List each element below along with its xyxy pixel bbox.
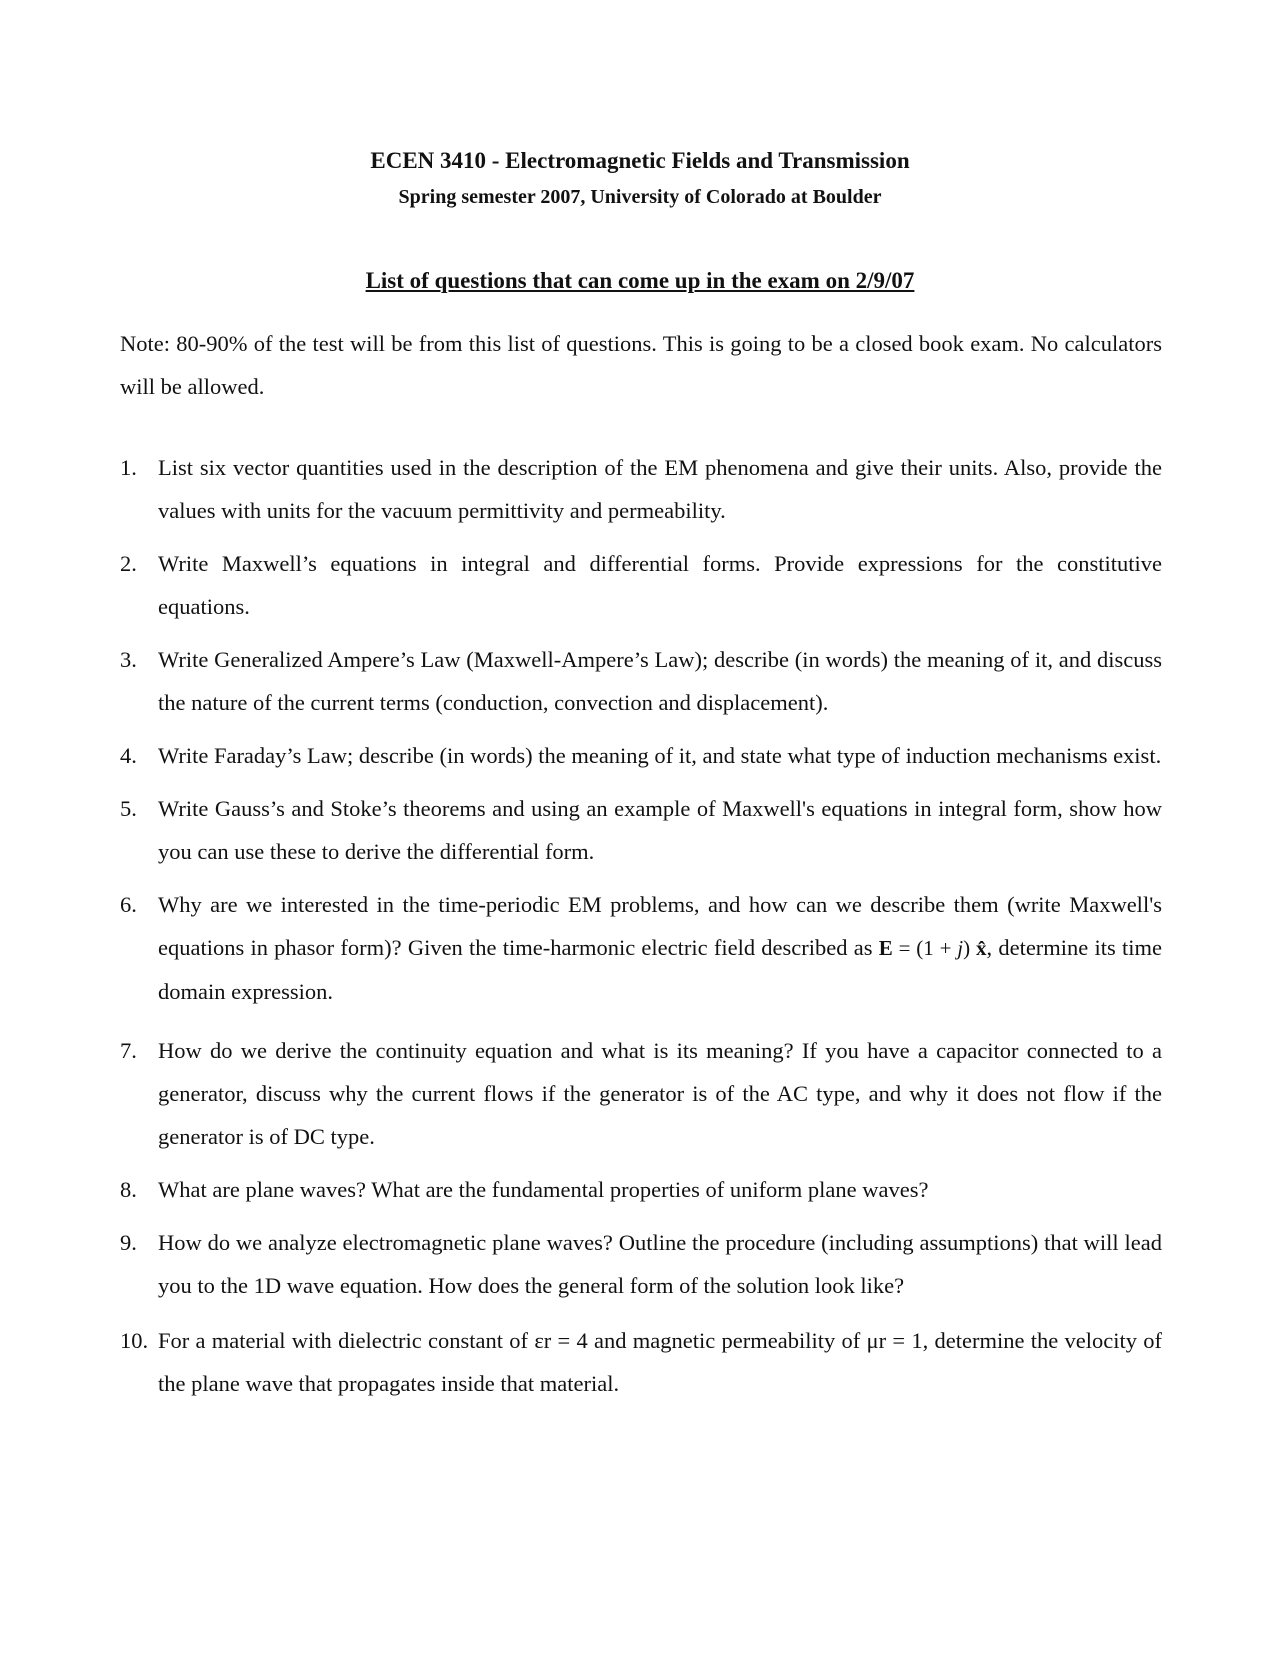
question-text: Why are we interested in the time-periodic EM problems, and how can we describe them (write Maxwell's equations in phasor form)? Given the time-harmonic electric field described as [158, 892, 1162, 960]
equation-close: ) [963, 936, 976, 960]
question-item [120, 1168, 1162, 1211]
question-item [120, 446, 1162, 532]
question-item [120, 734, 1162, 777]
question-number: 4. [120, 743, 137, 768]
question-item [120, 1221, 1162, 1307]
question-text: List six vector quantities used in the description of the EM phenomena and give their units. Also, provide the values with units for the vacuum permittivity and permeability. [158, 455, 1162, 523]
phasor-equation [879, 936, 987, 960]
question-number: 1. [120, 455, 137, 480]
question-text: For a material with dielectric constant of εr = 4 and magnetic permeability of μr = 1, determine the velocity of the plane wave that propagates inside that material. [158, 1328, 1162, 1396]
question-number: 5. [120, 796, 137, 821]
equation-x-unit-vector: x̂ [975, 936, 987, 960]
question-number: 3. [120, 647, 137, 672]
question-item [120, 542, 1162, 628]
question-number: 10. [120, 1328, 149, 1353]
questions-heading: List of questions that can come up in the exam on 2/9/07 [365, 268, 915, 293]
equation-e-symbol: E [878, 936, 893, 960]
question-text: What are plane waves? What are the fundamental properties of uniform plane waves? [158, 1177, 929, 1202]
question-text: Write Gauss’s and Stoke’s theorems and using an example of Maxwell's equations in integral form, show how you can use these to derive the differential form. [158, 796, 1162, 864]
question-number: 2. [120, 551, 137, 576]
question-item [120, 638, 1162, 724]
question-text: Write Maxwell’s equations in integral and differential forms. Provide expressions for the constitutive equations. [158, 551, 1162, 619]
question-text: How do we derive the continuity equation and what is its meaning? If you have a capacitor connected to a generator, discuss why the current flows if the generator is of the AC type, and why it does not flow if the generator is of DC type. [158, 1038, 1162, 1149]
exam-note: Note: 80-90% of the test will be from this list of questions. This is going to be a closed book exam. No calculators will be allowed. [120, 331, 1162, 399]
equation-j-symbol: j [957, 936, 964, 960]
document-subtitle: Spring semester 2007, University of Colorado at Boulder [398, 186, 882, 208]
question-number: 7. [120, 1038, 137, 1063]
question-text: Write Generalized Ampere’s Law (Maxwell-Ampere’s Law); describe (in words) the meaning of it, and discuss the nature of the current terms (conduction, convection and displacement). [158, 647, 1162, 715]
equation-middle: = (1 + [892, 936, 958, 960]
question-item [120, 1319, 1162, 1405]
question-item [120, 883, 1162, 1013]
question-item [120, 787, 1162, 873]
question-text-continued: , determine its time domain expression. [158, 935, 1162, 1004]
question-text: How do we analyze electromagnetic plane waves? Outline the procedure (including assumptions) that will lead you to the 1D wave equation. How does the general form of the solution look like? [158, 1230, 1162, 1298]
question-text: Write Faraday’s Law; describe (in words) the meaning of it, and state what type of induction mechanisms exist. [158, 743, 1162, 768]
question-number: 9. [120, 1230, 137, 1255]
document-title: ECEN 3410 - Electromagnetic Fields and Transmission [370, 148, 910, 173]
question-number: 8. [120, 1177, 137, 1202]
question-number: 6. [120, 892, 137, 917]
question-item [120, 1029, 1162, 1158]
question-list [120, 446, 1162, 1405]
